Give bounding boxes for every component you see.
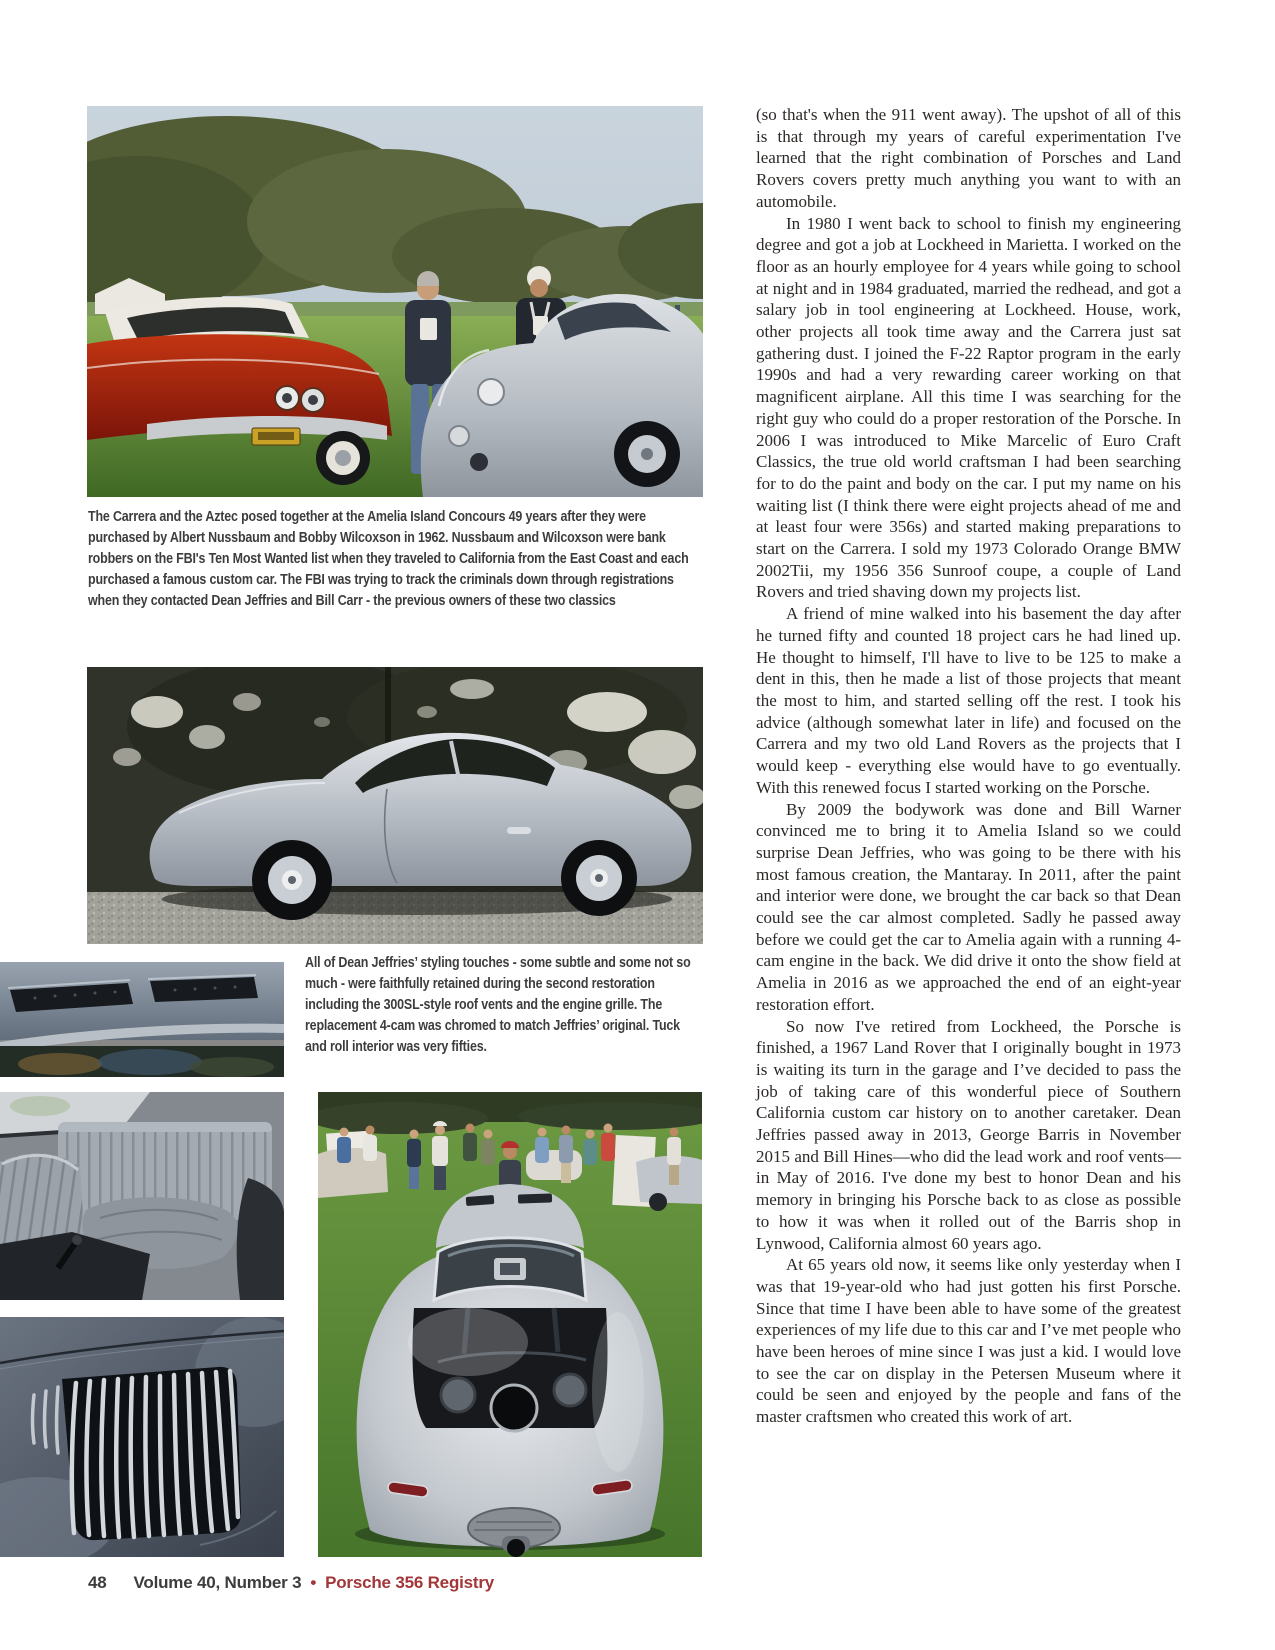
- article-paragraph-6: At 65 years old now, it seems like only yesterday when I was that 19-year-old who had just gotten his first Porsche. Since that time I have been able to have some of the greatest experiences of my life due to this car and I’ve met people who have been heroes of mine since I was just a kid. I would love to see the car on display in the Petersen Museum where it could be seen and enjoyed by the people and fans of the master craftsmen who created this work of art.: [756, 1255, 1181, 1427]
- caption-styling: [305, 953, 702, 1058]
- caption-styling-text: All of Dean Jeffries’ styling touches - some subtle and some not so much - were faithfully retained during the second restoration including the 300SL-style roof vents and the engine grille. The replacement 4-cam was chromed to match Jeffries’ original. Tuck and roll interior was very fifties.: [305, 955, 691, 1055]
- article-paragraph-3: A friend of mine walked into his basement the day after he turned fifty and counted 18 project cars he had lined up. He thought to himself, I'll have to live to be 125 to make a dent in this, then he made a list of those projects that meant the most to him, and started selling off the rest. I took his advice (although somewhat later in life) and focused on the Carrera and my two old Land Rovers as the projects that I would keep - everything else would have to go eventually. With this renewed focus I started working on the Porsche.: [756, 604, 1181, 797]
- page-number: 48: [88, 1573, 107, 1592]
- photo-side-profile: [87, 667, 703, 944]
- photo-roof-vents: [0, 962, 284, 1077]
- article-paragraph-4: By 2009 the bodywork was done and Bill Warner convinced me to bring it to Amelia Island so we could surprise Dean Jeffries, who was going to be there with his most famous creation, the Mantaray. In 2011, after the paint and interior were done, we brought the car back so that Dean could see the car almost completed. Sadly he passed away before we could get the car to Amelia again with a running 4-cam engine in the back. We did drive it onto the show field at Amelia in 2016 as we approached the end of an eight-year restoration effort.: [756, 799, 1181, 1014]
- article-paragraph-1: (so that's when the 911 went away). The upshot of all of this is that through my years of careful experimentation I've learned that the right combination of Porsches and Land Rovers covers pretty much anything you want to with an automobile.: [756, 105, 1181, 211]
- photo-interior: [0, 1092, 284, 1300]
- caption-concours: [88, 507, 702, 612]
- footer-publication: Porsche 356 Registry: [325, 1573, 495, 1592]
- photo-concours-pair: [87, 106, 703, 497]
- caption-concours-text: The Carrera and the Aztec posed together at the Amelia Island Concours 49 years after they were purchased by Albert Nussbaum and Bobby Wilcoxson in 1962. Nussbaum and Wilcoxson were bank robbers on the FBI's Ten Most Wanted list when they traveled to California from the East Coast and each purchased a famous custom car. The FBI was trying to track the criminals down through registrations when they contacted Dean Jeffries and Bill Carr - the previous owners of these two classics: [88, 509, 689, 609]
- article-paragraph-5: So now I've retired from Lockheed, the Porsche is finished, a 1967 Land Rover that I originally bought in 1973 is waiting its turn in the garage and I’ve decided to pass the job of taking care of this wonderful piece of Southern California custom car history on to another caretaker. Dean Jeffries passed away in 2013, George Barris in November 2015 and Bill Hines—who did the lead work and roof vents— in May of 2016. I've done my best to honor Dean and his memory in bringing his Porsche back to as close as possible to how it was when it rolled out of the Barris shop in Lynwood, California almost 60 years ago.: [756, 1016, 1181, 1253]
- article-paragraph-2: In 1980 I went back to school to finish my engineering degree and got a job at Lockheed in Marietta. I worked on the floor as an hourly employee for 4 years while going to school at night and in 1984 graduated, married the redhead, and got a salary job in tool engineering at Lockheed. House, work, other projects all took time away and the Carrera just sat gathering dust. I joined the F-22 Raptor program in the early 1990s and had a very rewarding career working on that magnificent airplane. All this time I was searching for the right guy who could do a proper restoration of the Porsche. In 2006 I was introduced to Mike Marcelic of Euro Craft Classics, the true old world craftsman I had been searching for to do the paint and body on the car. I put my name on his waiting list (I think there were eight projects ahead of me and at least four were 356s) and started making preparations to start on the Carrera. I sold my 1973 Colorado Orange BMW 2002Tii, my 1956 356 Sunroof coupe, a couple of Land Rovers and tried shaving down my projects list.: [756, 213, 1181, 602]
- footer-bullet: •: [310, 1573, 317, 1592]
- footer-volume: Volume 40, Number 3: [133, 1573, 302, 1592]
- article-text-column: [756, 104, 1181, 1428]
- photo-engine-grille: [0, 1317, 284, 1557]
- page-footer: [88, 1573, 494, 1593]
- photo-rear-view: [318, 1092, 702, 1557]
